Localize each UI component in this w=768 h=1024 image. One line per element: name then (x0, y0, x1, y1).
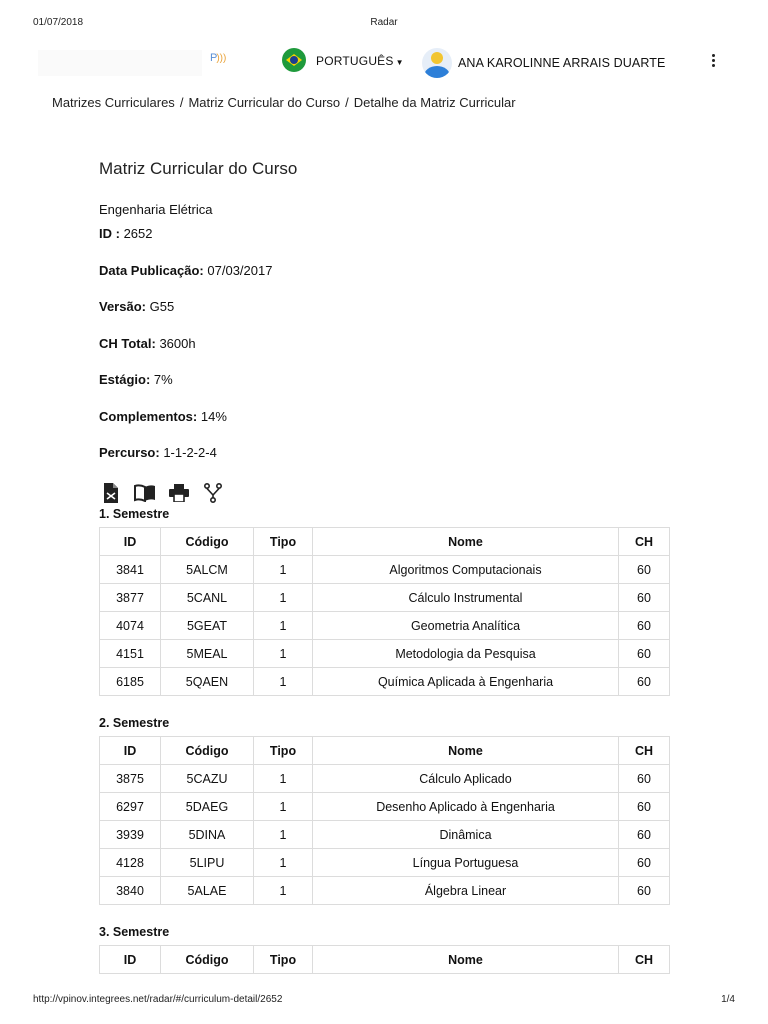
print-url: http://vpinov.integrees.net/radar/#/curriculum-detail/2652 (33, 994, 283, 1005)
table-cell: 3841 (100, 556, 161, 584)
table-cell: 1 (254, 584, 313, 612)
column-header[interactable]: CH (619, 946, 670, 974)
brand-logo[interactable] (38, 50, 202, 76)
table-cell: 60 (619, 821, 670, 849)
semester-table (99, 527, 670, 696)
pdf-file-icon[interactable] (99, 483, 123, 503)
field-value: 1-1-2-2-4 (163, 445, 217, 460)
table-cell: Cálculo Instrumental (313, 584, 619, 612)
table-cell: Geometria Analítica (313, 612, 619, 640)
column-header[interactable]: ID (100, 528, 161, 556)
table-cell: Química Aplicada à Engenharia (313, 668, 619, 696)
top-navbar (38, 44, 716, 84)
table-row[interactable] (100, 765, 670, 793)
table-row[interactable] (100, 584, 670, 612)
field-label: ID : (99, 226, 120, 241)
semester-table (99, 945, 670, 974)
column-header[interactable]: Tipo (254, 528, 313, 556)
table-cell: 6185 (100, 668, 161, 696)
breadcrumb-item-matrizes[interactable]: Matrizes Curriculares (52, 95, 175, 110)
table-cell: 5CANL (161, 584, 254, 612)
user-name[interactable]: ANA KAROLINNE ARRAIS DUARTE (458, 56, 666, 70)
table-cell: 5DAEG (161, 793, 254, 821)
print-title: Radar (370, 17, 398, 28)
column-header[interactable]: ID (100, 946, 161, 974)
print-icon[interactable] (167, 483, 191, 503)
table-cell: 60 (619, 556, 670, 584)
table-row[interactable] (100, 556, 670, 584)
table-cell: 4128 (100, 849, 161, 877)
field-estagio (99, 372, 671, 390)
breadcrumb-item-matriz-curso[interactable]: Matriz Curricular do Curso (188, 95, 341, 110)
print-footer (33, 994, 735, 1008)
field-value: 3600h (159, 335, 196, 351)
table-cell: 4074 (100, 612, 161, 640)
table-cell: 5DINA (161, 821, 254, 849)
table-cell: 6297 (100, 793, 161, 821)
table-cell: 1 (254, 556, 313, 584)
table-cell: 1 (254, 640, 313, 668)
field-value: 2652 (123, 226, 153, 241)
table-row[interactable] (100, 668, 670, 696)
table-cell: 1 (254, 612, 313, 640)
table-cell: 1 (254, 668, 313, 696)
table-cell: 5ALAE (161, 877, 254, 905)
table-cell: 3840 (100, 877, 161, 905)
table-cell: 4151 (100, 640, 161, 668)
table-cell: 60 (619, 640, 670, 668)
field-id (99, 226, 671, 244)
table-cell: 60 (619, 793, 670, 821)
table-row[interactable] (100, 877, 670, 905)
column-header[interactable]: Código (161, 528, 254, 556)
semester-table (99, 736, 670, 905)
table-cell: 60 (619, 765, 670, 793)
table-cell: 1 (254, 849, 313, 877)
column-header[interactable]: CH (619, 528, 670, 556)
table-cell: Cálculo Aplicado (313, 765, 619, 793)
table-cell: 5MEAL (161, 640, 254, 668)
field-ch-total (99, 336, 671, 354)
page-title: Matriz Curricular do Curso (99, 159, 298, 178)
column-header[interactable]: ID (100, 737, 161, 765)
semester-title: 3. Semestre (99, 925, 170, 939)
column-header[interactable]: Nome (313, 528, 619, 556)
breadcrumb-separator: / (345, 95, 349, 110)
column-header[interactable]: Nome (313, 737, 619, 765)
field-value: 07/03/2017 (207, 262, 273, 278)
caret-down-icon: ▼ (395, 58, 404, 67)
table-cell: 60 (619, 584, 670, 612)
main-content (99, 152, 671, 974)
more-vert-icon[interactable] (710, 54, 716, 70)
print-date: 01/07/2018 (33, 17, 84, 28)
table-cell: 3877 (100, 584, 161, 612)
table-cell: 5CAZU (161, 765, 254, 793)
table-cell: 60 (619, 849, 670, 877)
field-complementos (99, 409, 671, 427)
fork-icon[interactable] (201, 483, 225, 503)
table-cell: Dinâmica (313, 821, 619, 849)
table-cell: Desenho Aplicado à Engenharia (313, 793, 619, 821)
print-page-number: 1/4 (721, 994, 735, 1005)
breadcrumb-item-detalhe: Detalhe da Matriz Curricular (353, 95, 516, 110)
action-toolbar (99, 483, 671, 503)
field-label: Data Publicação: (99, 262, 204, 278)
print-header (33, 17, 735, 31)
semester-title: 1. Semestre (99, 507, 170, 521)
field-label: Estágio: (99, 372, 151, 387)
field-label: Percurso: (99, 445, 160, 460)
field-percurso (99, 445, 671, 463)
table-cell: 3939 (100, 821, 161, 849)
column-header[interactable]: Código (161, 946, 254, 974)
field-versao (99, 299, 671, 317)
breadcrumb (52, 95, 516, 110)
table-header-row (100, 737, 670, 765)
table-cell: 60 (619, 612, 670, 640)
column-header[interactable]: Tipo (254, 946, 313, 974)
table-cell: 5GEAT (161, 612, 254, 640)
field-data-publicacao (99, 263, 671, 281)
column-header[interactable]: Código (161, 737, 254, 765)
brazil-flag-icon[interactable] (282, 48, 306, 72)
table-cell: 5QAEN (161, 668, 254, 696)
book-icon[interactable] (133, 483, 157, 503)
table-row[interactable] (100, 849, 670, 877)
table-cell: Álgebra Linear (313, 877, 619, 905)
table-cell: 5ALCM (161, 556, 254, 584)
language-selector[interactable] (316, 54, 404, 68)
table-row[interactable] (100, 793, 670, 821)
user-avatar[interactable] (422, 48, 452, 78)
table-cell: 1 (254, 793, 313, 821)
field-value: 14% (200, 408, 227, 424)
column-header[interactable]: CH (619, 737, 670, 765)
semester-title: 2. Semestre (99, 716, 170, 730)
field-label: CH Total: (99, 335, 156, 351)
language-label: PORTUGUÊS (316, 54, 394, 68)
table-cell: 1 (254, 821, 313, 849)
table-header-row (100, 528, 670, 556)
column-header[interactable]: Nome (313, 946, 619, 974)
table-header-row (100, 946, 670, 974)
course-name: Engenharia Elétrica (99, 202, 213, 217)
table-cell: 60 (619, 668, 670, 696)
table-cell: 60 (619, 877, 670, 905)
field-label: Complementos: (99, 408, 198, 424)
breadcrumb-separator: / (179, 95, 184, 110)
table-cell: Língua Portuguesa (313, 849, 619, 877)
field-value: G55 (149, 299, 175, 314)
table-cell: 1 (254, 765, 313, 793)
table-cell: 1 (254, 877, 313, 905)
table-cell: Metodologia da Pesquisa (313, 640, 619, 668)
table-row[interactable] (100, 612, 670, 640)
field-label: Versão: (99, 299, 146, 314)
table-row[interactable] (100, 821, 670, 849)
radar-logo-icon: P))) (210, 52, 227, 64)
field-value: 7% (153, 372, 173, 387)
column-header[interactable]: Tipo (254, 737, 313, 765)
table-cell: 5LIPU (161, 849, 254, 877)
table-cell: 3875 (100, 765, 161, 793)
table-cell: Algoritmos Computacionais (313, 556, 619, 584)
table-row[interactable] (100, 640, 670, 668)
